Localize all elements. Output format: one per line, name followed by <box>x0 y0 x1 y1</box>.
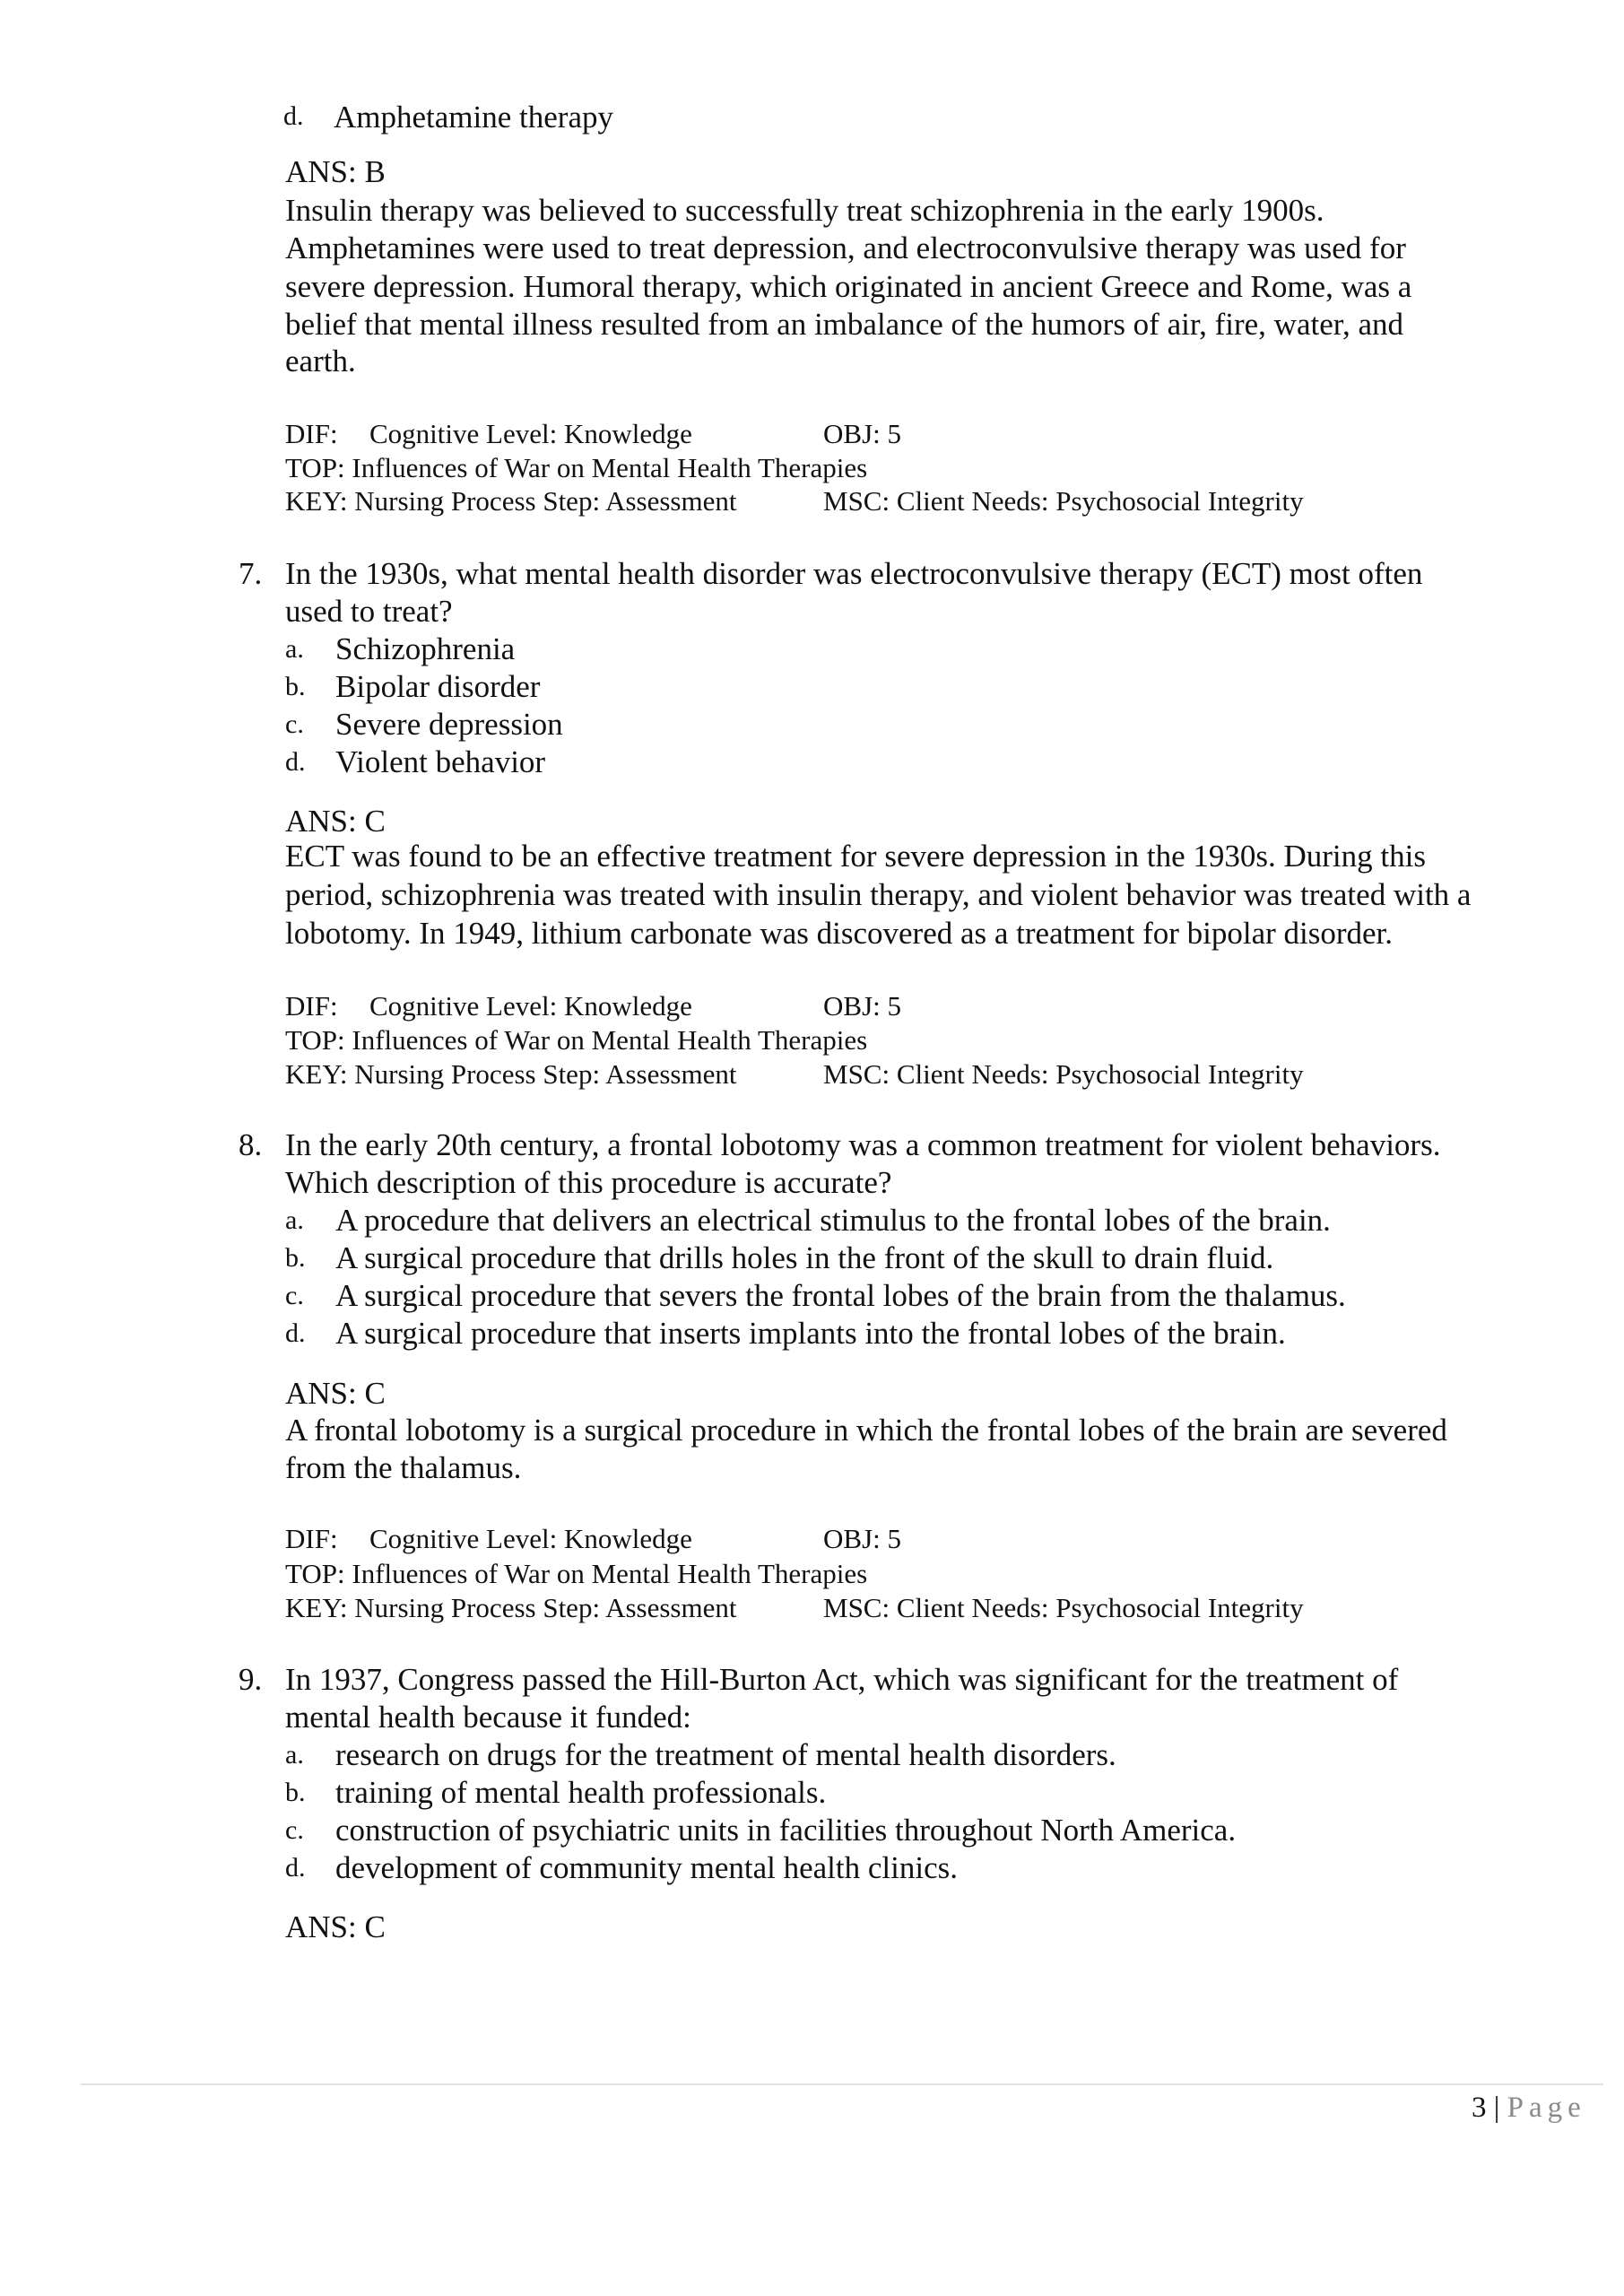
option-text: construction of psychiatric units in facilities throughout North America. <box>335 1813 1237 1848</box>
question-stem-line: In the 1930s, what mental health disorder was electroconvulsive therapy (ECT) most often <box>285 556 1423 591</box>
msc-client-needs: MSC: Client Needs: Psychosocial Integrity <box>823 1592 1304 1623</box>
option-letter: b. <box>285 672 306 701</box>
rationale-line: Amphetamines were used to treat depression, and electroconvulsive therapy was used for <box>285 230 1406 265</box>
objective: OBJ: 5 <box>823 990 901 1022</box>
question-stem-line: In 1937, Congress passed the Hill-Burton Act, which was significant for the treatment of <box>285 1662 1399 1697</box>
option-letter: c. <box>285 1815 304 1845</box>
msc-client-needs: MSC: Client Needs: Psychosocial Integrity <box>823 1058 1304 1090</box>
option-letter: b. <box>285 1778 306 1807</box>
key-nursing-process: KEY: Nursing Process Step: Assessment <box>285 1592 737 1623</box>
option-text: Amphetamine therapy <box>334 100 613 135</box>
rationale-line: Insulin therapy was believed to successfully treat schizophrenia in the early 1900s. <box>285 193 1324 228</box>
option-letter: a. <box>285 1205 304 1235</box>
option-text: development of community mental health clinics. <box>335 1850 958 1885</box>
topic: TOP: Influences of War on Mental Health Therapies <box>285 1024 868 1056</box>
option-letter: b. <box>285 1243 306 1273</box>
rationale-line: lobotomy. In 1949, lithium carbonate was discovered as a treatment for bipolar disorder. <box>285 916 1394 951</box>
topic: TOP: Influences of War on Mental Health Therapies <box>285 452 868 483</box>
option-letter: c. <box>285 709 304 739</box>
difficulty-label: DIF: <box>285 990 338 1022</box>
rationale-line: severe depression. Humoral therapy, which originated in ancient Greece and Rome, was a <box>285 269 1412 304</box>
rationale-line: from the thalamus. <box>285 1450 522 1485</box>
answer-key: ANS: B <box>285 154 386 189</box>
option-text: A surgical procedure that inserts implants into the frontal lobes of the brain. <box>335 1316 1286 1351</box>
rationale-line: A frontal lobotomy is a surgical procedure in which the frontal lobes of the brain are severed <box>285 1413 1447 1448</box>
topic: TOP: Influences of War on Mental Health Therapies <box>285 1558 868 1589</box>
answer-key: ANS: C <box>285 1376 386 1411</box>
difficulty-label: DIF: <box>285 418 338 449</box>
answer-key: ANS: C <box>285 804 386 839</box>
option-letter: d. <box>283 101 304 131</box>
option-letter: d. <box>285 1853 306 1883</box>
option-text: Severe depression <box>335 707 563 742</box>
msc-client-needs: MSC: Client Needs: Psychosocial Integrity <box>823 485 1304 517</box>
question-number: 8. <box>239 1127 263 1162</box>
question-number: 7. <box>239 556 263 591</box>
option-text: research on drugs for the treatment of mental health disorders. <box>335 1737 1116 1772</box>
rationale-line: ECT was found to be an effective treatment for severe depression in the 1930s. During this <box>285 839 1426 874</box>
page-footer <box>1472 2091 1586 2125</box>
question-stem-line: used to treat? <box>285 594 453 629</box>
key-nursing-process: KEY: Nursing Process Step: Assessment <box>285 1058 737 1090</box>
difficulty-value: Cognitive Level: Knowledge <box>369 418 692 449</box>
difficulty-value: Cognitive Level: Knowledge <box>369 1523 692 1554</box>
option-letter: d. <box>285 1318 306 1348</box>
question-stem-line: In the early 20th century, a frontal lobotomy was a common treatment for violent behaviors. <box>285 1127 1441 1162</box>
question-stem-line: Which description of this procedure is accurate? <box>285 1165 892 1200</box>
option-letter: a. <box>285 634 304 664</box>
rationale-line: period, schizophrenia was treated with insulin therapy, and violent behavior was treated with a <box>285 877 1472 912</box>
answer-key: ANS: C <box>285 1909 386 1944</box>
page-number: 3 <box>1472 2092 1487 2124</box>
page-word: Page <box>1507 2092 1586 2124</box>
rationale-line: belief that mental illness resulted from an imbalance of the humors of air, fire, water, and <box>285 307 1404 342</box>
question-stem-line: mental health because it funded: <box>285 1700 691 1735</box>
rationale-line: earth. <box>285 344 356 378</box>
option-text: A surgical procedure that severs the frontal lobes of the brain from the thalamus. <box>335 1278 1346 1313</box>
option-text: A surgical procedure that drills holes in the front of the skull to drain fluid. <box>335 1240 1274 1275</box>
key-nursing-process: KEY: Nursing Process Step: Assessment <box>285 485 737 517</box>
objective: OBJ: 5 <box>823 1523 901 1554</box>
objective: OBJ: 5 <box>823 418 901 449</box>
difficulty-label: DIF: <box>285 1523 338 1554</box>
question-number: 9. <box>239 1662 263 1697</box>
option-letter: d. <box>285 747 306 777</box>
option-text: Violent behavior <box>335 744 546 779</box>
option-letter: a. <box>285 1740 304 1770</box>
option-text: Bipolar disorder <box>335 669 541 704</box>
difficulty-value: Cognitive Level: Knowledge <box>369 990 692 1022</box>
page-separator: | <box>1493 2092 1500 2124</box>
option-letter: c. <box>285 1281 304 1310</box>
option-text: Schizophrenia <box>335 631 516 666</box>
option-text: training of mental health professionals. <box>335 1775 827 1810</box>
option-text: A procedure that delivers an electrical stimulus to the frontal lobes of the brain. <box>335 1203 1331 1238</box>
footer-divider <box>81 2083 1603 2085</box>
